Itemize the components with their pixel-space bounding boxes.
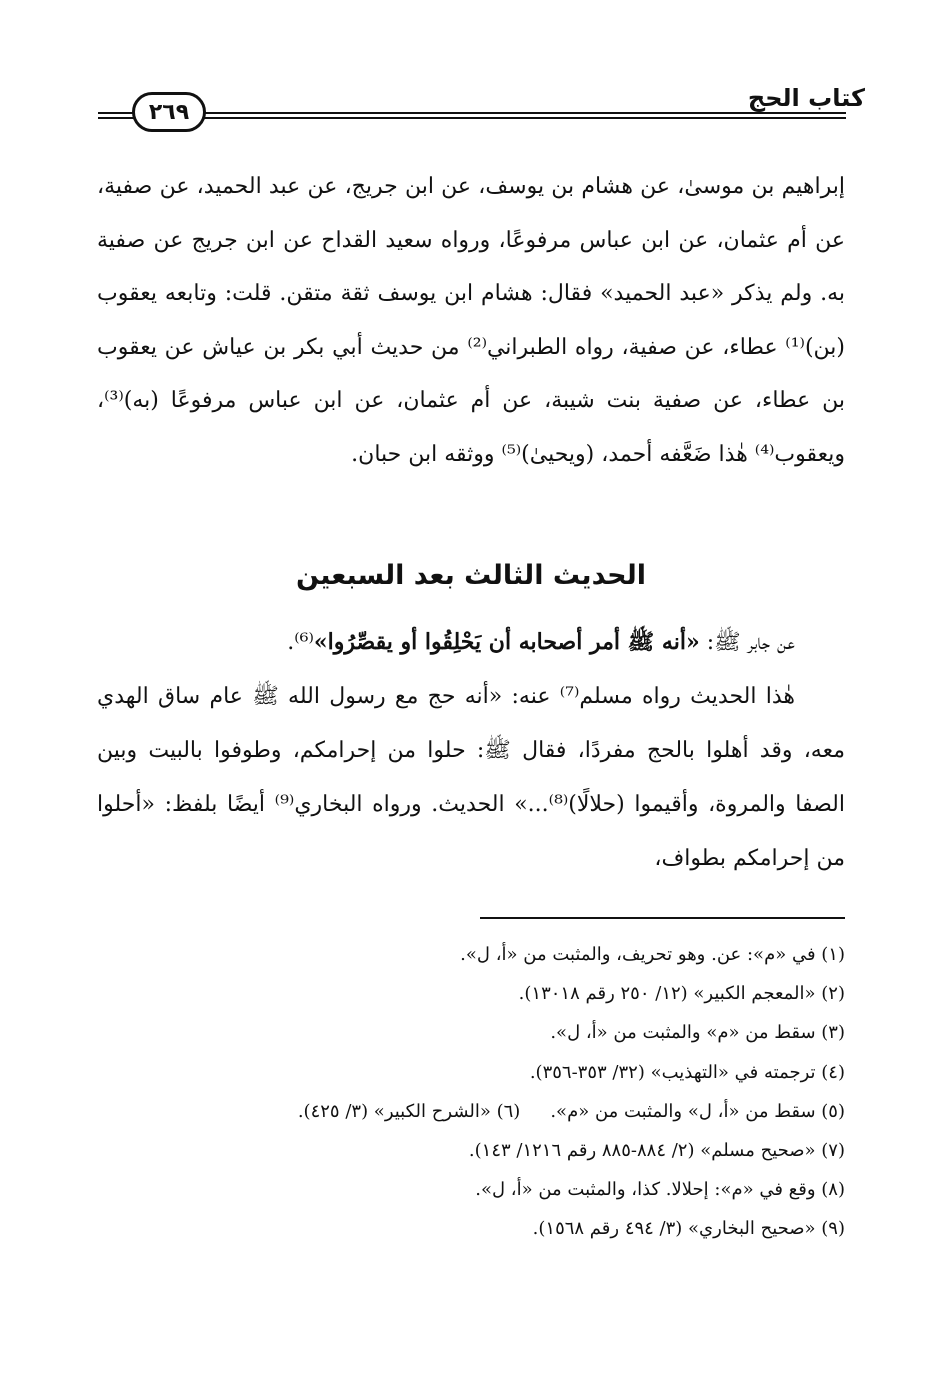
footnote-3: (٣) سقط من «م» والمثبت من «أ، ل». bbox=[550, 1022, 845, 1044]
hadith-quote: «أنه ﷺ أمر أصحابه أن يَحْلِقُوا أو يقصِّرُوا» bbox=[313, 629, 700, 655]
hadith-intro: عن جابر ﷺ: bbox=[699, 630, 795, 655]
footnote-separator bbox=[480, 917, 845, 919]
footnote-5: (٥) سقط من «أ، ل» والمثبت من «م». bbox=[550, 1100, 845, 1122]
footnotes-list bbox=[97, 935, 845, 1249]
body-paragraph-2-text: هٰذا الحديث رواه مسلم⁽⁷⁾ عنه: «أنه حج مع رسول الله ﷺ عام ساق الهدي معه، وقد أهلوا بالحج مفردًا، فقال ﷺ: حلوا من إحرامكم، وطوفوا بالبيت وبين الصفا والمروة، وأقيموا (حلالًا)⁽⁸⁾...» الحديث. ورواه البخاري⁽⁹⁾ أيضًا بلفظ: «أحلوا من إحرامكم بطواف، bbox=[97, 684, 845, 871]
footnote-5-6-line bbox=[97, 1092, 845, 1131]
footnote-7: (٧) «صحيح مسلم» (٢/ ٨٨٤-٨٨٥ رقم ١٢١٦/ ١٤٣). bbox=[468, 1140, 845, 1162]
header-rule bbox=[98, 112, 846, 114]
footnote-8: (٨) وقع في «م»: إحلالا. كذا، والمثبت من «أ، ل». bbox=[475, 1179, 845, 1201]
footnote-2: (٢) «المعجم الكبير» (١٢/ ٢٥٠ رقم ١٣٠١٨). bbox=[518, 983, 845, 1005]
body-paragraph-2 bbox=[97, 670, 845, 886]
hadith-footnote-ref: ⁽⁶⁾. bbox=[287, 630, 314, 655]
running-header-title: كتاب الحج bbox=[747, 84, 865, 112]
body-paragraph-1: إبراهيم بن موسىٰ، عن هشام بن يوسف، عن ابن جريج، عن عبد الحميد، عن صفية، عن أم عثمان، عن ابن عباس مرفوعًا، ورواه سعيد القداح عن ابن جريج عن صفية به. ولم يذكر «عبد الحميد» فقال: هشام ابن يوسف ثقة متقن. قلت: وتابعه يعقوب (بن)⁽¹⁾ عطاء، عن صفية، رواه الطبراني⁽²⁾ من حديث أبي بكر بن عياش عن يعقوب بن عطاء، عن صفية بنت شيبة، عن أم عثمان، عن ابن عباس مرفوعًا (به)⁽³⁾، ويعقوب⁽⁴⁾ هٰذا ضَعَّفه أحمد، (ويحيىٰ)⁽⁵⁾ ووثقه ابن حبان. bbox=[97, 174, 845, 467]
footnote-6: (٦) «الشرح الكبير» (٣/ ٤٢٥). bbox=[297, 1100, 521, 1122]
footnote-9: (٩) «صحيح البخاري» (٣/ ٤٩٤ رقم ١٥٦٨). bbox=[532, 1218, 845, 1240]
page-number-badge: ٢٦٩ bbox=[132, 92, 206, 132]
footnote-4: (٤) ترجمته في «التهذيب» (٣٢/ ٣٥٣-٣٥٦). bbox=[529, 1061, 845, 1083]
body-text-block bbox=[97, 160, 845, 481]
header-rule-secondary bbox=[98, 117, 846, 119]
section-heading: الحديث الثالث بعد السبعين bbox=[295, 560, 647, 591]
hadith-line bbox=[97, 615, 845, 670]
footnote-1: (١) في «م»: عن. وهو تحريف، والمثبت من «أ، ل». bbox=[460, 944, 845, 965]
hadith-text-block bbox=[97, 615, 845, 886]
